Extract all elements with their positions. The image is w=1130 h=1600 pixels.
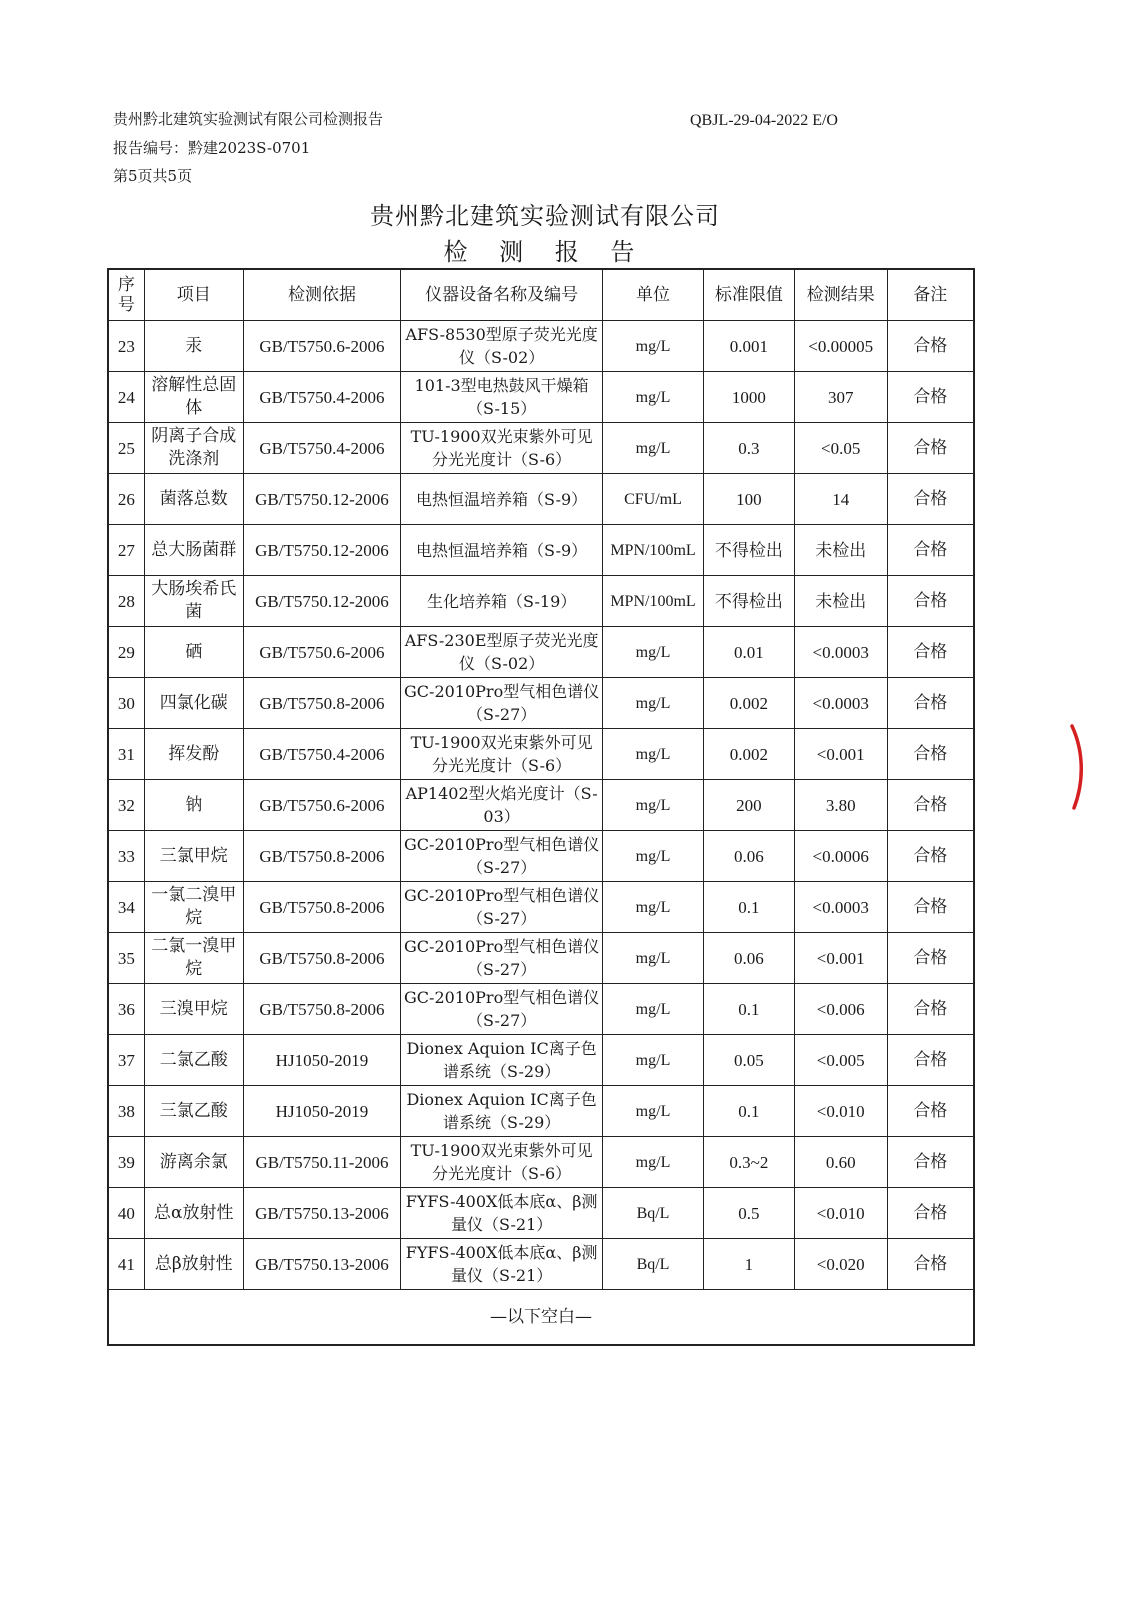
cell-remark: 合格 (887, 525, 974, 576)
table-row (108, 1137, 974, 1188)
table-row (108, 1188, 974, 1239)
cell-remark: 合格 (887, 984, 974, 1035)
cell-item: 二氯一溴甲烷 (144, 933, 243, 984)
cell-limit: 0.3 (703, 423, 794, 474)
cell-item: 汞 (144, 321, 243, 372)
column-header-limit: 标准限值 (703, 269, 794, 321)
cell-seq: 34 (108, 882, 144, 933)
cell-seq: 26 (108, 474, 144, 525)
table-row (108, 882, 974, 933)
cell-standard: GB/T5750.4-2006 (243, 372, 400, 423)
cell-standard: GB/T5750.12-2006 (243, 525, 400, 576)
cell-instrument: AFS-8530型原子荧光光度仪（S-02） (401, 321, 603, 372)
cell-seq: 24 (108, 372, 144, 423)
cell-remark: 合格 (887, 1188, 974, 1239)
table-row (108, 729, 974, 780)
cell-instrument: GC-2010Pro型气相色谱仪（S-27） (401, 882, 603, 933)
cell-limit: 不得检出 (703, 525, 794, 576)
cell-seq: 29 (108, 627, 144, 678)
cell-unit: mg/L (603, 1137, 704, 1188)
cell-limit: 0.05 (703, 1035, 794, 1086)
form-code: QBJL-29-04-2022 E/O (690, 112, 838, 129)
cell-remark: 合格 (887, 882, 974, 933)
cell-seq: 32 (108, 780, 144, 831)
cell-standard: GB/T5750.8-2006 (243, 831, 400, 882)
cell-item: 三溴甲烷 (144, 984, 243, 1035)
cell-seq: 25 (108, 423, 144, 474)
cell-limit: 0.002 (703, 729, 794, 780)
table-row (108, 474, 974, 525)
cell-remark: 合格 (887, 780, 974, 831)
table-row (108, 1239, 974, 1290)
cell-remark: 合格 (887, 1035, 974, 1086)
table-row (108, 1086, 974, 1137)
page-info: 第5页共5页 (113, 167, 193, 185)
cell-result: <0.05 (794, 423, 887, 474)
column-header-result: 检测结果 (794, 269, 887, 321)
cell-item: 溶解性总固体 (144, 372, 243, 423)
cell-remark: 合格 (887, 729, 974, 780)
cell-instrument: 电热恒温培养箱（S-9） (401, 525, 603, 576)
cell-item: 硒 (144, 627, 243, 678)
cell-item: 总大肠菌群 (144, 525, 243, 576)
table-row (108, 627, 974, 678)
cell-seq: 39 (108, 1137, 144, 1188)
cell-limit: 100 (703, 474, 794, 525)
cell-remark: 合格 (887, 321, 974, 372)
cell-limit: 0.001 (703, 321, 794, 372)
cell-standard: GB/T5750.4-2006 (243, 423, 400, 474)
cell-unit: CFU/mL (603, 474, 704, 525)
cell-item: 一氯二溴甲烷 (144, 882, 243, 933)
cell-instrument: GC-2010Pro型气相色谱仪（S-27） (401, 933, 603, 984)
column-header-item: 项目 (144, 269, 243, 321)
column-header-instrument: 仪器设备名称及编号 (401, 269, 603, 321)
column-header-remark: 备注 (887, 269, 974, 321)
cell-instrument: TU-1900双光束紫外可见分光光度计（S-6） (401, 423, 603, 474)
cell-instrument: AFS-230E型原子荧光光度仪（S-02） (401, 627, 603, 678)
cell-instrument: GC-2010Pro型气相色谱仪（S-27） (401, 831, 603, 882)
cell-remark: 合格 (887, 474, 974, 525)
table-row (108, 984, 974, 1035)
cell-instrument: FYFS-400X低本底α、β测量仪（S-21） (401, 1239, 603, 1290)
table-row (108, 933, 974, 984)
cell-unit: mg/L (603, 882, 704, 933)
cell-result: 3.80 (794, 780, 887, 831)
cell-unit: mg/L (603, 372, 704, 423)
cell-seq: 38 (108, 1086, 144, 1137)
cell-unit: mg/L (603, 1035, 704, 1086)
cell-seq: 30 (108, 678, 144, 729)
table-row (108, 678, 974, 729)
cell-item: 挥发酚 (144, 729, 243, 780)
cell-item: 总α放射性 (144, 1188, 243, 1239)
table-row (108, 1035, 974, 1086)
cell-unit: Bq/L (603, 1239, 704, 1290)
cell-result: 0.60 (794, 1137, 887, 1188)
cell-item: 三氯乙酸 (144, 1086, 243, 1137)
cell-limit: 1000 (703, 372, 794, 423)
report-title: 检 测 报 告 (443, 238, 647, 266)
cell-standard: GB/T5750.13-2006 (243, 1188, 400, 1239)
cell-unit: mg/L (603, 780, 704, 831)
table-row (108, 423, 974, 474)
cell-seq: 36 (108, 984, 144, 1035)
red-pen-mark (1068, 722, 1090, 812)
cell-instrument: GC-2010Pro型气相色谱仪（S-27） (401, 678, 603, 729)
cell-result: 未检出 (794, 525, 887, 576)
column-header-unit: 单位 (603, 269, 704, 321)
cell-item: 三氯甲烷 (144, 831, 243, 882)
cell-result: 307 (794, 372, 887, 423)
cell-result: <0.010 (794, 1086, 887, 1137)
cell-result: 14 (794, 474, 887, 525)
cell-unit: Bq/L (603, 1188, 704, 1239)
cell-limit: 0.06 (703, 933, 794, 984)
cell-seq: 41 (108, 1239, 144, 1290)
cell-result: <0.0003 (794, 627, 887, 678)
cell-limit: 0.5 (703, 1188, 794, 1239)
cell-limit: 0.002 (703, 678, 794, 729)
cell-standard: GB/T5750.4-2006 (243, 729, 400, 780)
report-number: 报告编号：黔建2023S-0701 (113, 139, 311, 157)
cell-item: 总β放射性 (144, 1239, 243, 1290)
cell-unit: mg/L (603, 984, 704, 1035)
cell-remark: 合格 (887, 1239, 974, 1290)
blank-below-note: —以下空白— (108, 1290, 974, 1346)
cell-unit: mg/L (603, 729, 704, 780)
cell-seq: 27 (108, 525, 144, 576)
cell-standard: GB/T5750.6-2006 (243, 321, 400, 372)
cell-seq: 37 (108, 1035, 144, 1086)
cell-limit: 0.06 (703, 831, 794, 882)
cell-seq: 33 (108, 831, 144, 882)
cell-remark: 合格 (887, 831, 974, 882)
cell-item: 大肠埃希氏菌 (144, 576, 243, 627)
cell-result: <0.001 (794, 729, 887, 780)
cell-instrument: TU-1900双光束紫外可见分光光度计（S-6） (401, 729, 603, 780)
cell-unit: mg/L (603, 627, 704, 678)
table-row (108, 831, 974, 882)
cell-item: 菌落总数 (144, 474, 243, 525)
table-footer-row (108, 1290, 974, 1346)
cell-standard: GB/T5750.8-2006 (243, 882, 400, 933)
cell-standard: GB/T5750.6-2006 (243, 627, 400, 678)
table-row (108, 525, 974, 576)
cell-remark: 合格 (887, 933, 974, 984)
cell-instrument: Dionex Aquion IC离子色谱系统（S-29） (401, 1035, 603, 1086)
cell-standard: GB/T5750.8-2006 (243, 933, 400, 984)
cell-unit: mg/L (603, 933, 704, 984)
cell-result: <0.010 (794, 1188, 887, 1239)
cell-item: 钠 (144, 780, 243, 831)
cell-remark: 合格 (887, 627, 974, 678)
cell-standard: GB/T5750.12-2006 (243, 474, 400, 525)
cell-result: <0.00005 (794, 321, 887, 372)
cell-unit: MPN/100mL (603, 525, 704, 576)
column-header-standard: 检测依据 (243, 269, 400, 321)
cell-remark: 合格 (887, 1137, 974, 1188)
cell-item: 二氯乙酸 (144, 1035, 243, 1086)
cell-instrument: GC-2010Pro型气相色谱仪（S-27） (401, 984, 603, 1035)
cell-remark: 合格 (887, 372, 974, 423)
cell-limit: 0.3~2 (703, 1137, 794, 1188)
cell-remark: 合格 (887, 678, 974, 729)
cell-remark: 合格 (887, 423, 974, 474)
cell-limit: 0.01 (703, 627, 794, 678)
table-row (108, 780, 974, 831)
cell-instrument: 生化培养箱（S-19） (401, 576, 603, 627)
cell-result: <0.0003 (794, 882, 887, 933)
cell-seq: 35 (108, 933, 144, 984)
cell-unit: mg/L (603, 423, 704, 474)
cell-standard: HJ1050-2019 (243, 1035, 400, 1086)
cell-result: <0.001 (794, 933, 887, 984)
cell-seq: 31 (108, 729, 144, 780)
cell-instrument: FYFS-400X低本底α、β测量仪（S-21） (401, 1188, 603, 1239)
results-table (107, 268, 975, 1346)
cell-item: 阴离子合成洗涤剂 (144, 423, 243, 474)
cell-standard: GB/T5750.8-2006 (243, 984, 400, 1035)
cell-standard: HJ1050-2019 (243, 1086, 400, 1137)
cell-standard: GB/T5750.8-2006 (243, 678, 400, 729)
cell-result: <0.0006 (794, 831, 887, 882)
table-row (108, 576, 974, 627)
cell-unit: mg/L (603, 321, 704, 372)
cell-standard: GB/T5750.11-2006 (243, 1137, 400, 1188)
cell-result: <0.006 (794, 984, 887, 1035)
cell-limit: 不得检出 (703, 576, 794, 627)
cell-limit: 1 (703, 1239, 794, 1290)
cell-result: <0.0003 (794, 678, 887, 729)
cell-remark: 合格 (887, 576, 974, 627)
cell-unit: MPN/100mL (603, 576, 704, 627)
cell-standard: GB/T5750.12-2006 (243, 576, 400, 627)
cell-result: <0.020 (794, 1239, 887, 1290)
cell-item: 四氯化碳 (144, 678, 243, 729)
cell-instrument: 电热恒温培养箱（S-9） (401, 474, 603, 525)
cell-seq: 28 (108, 576, 144, 627)
cell-unit: mg/L (603, 831, 704, 882)
cell-result: 未检出 (794, 576, 887, 627)
table-row (108, 321, 974, 372)
cell-unit: mg/L (603, 1086, 704, 1137)
cell-result: <0.005 (794, 1035, 887, 1086)
cell-unit: mg/L (603, 678, 704, 729)
report-header-company: 贵州黔北建筑实验测试有限公司检测报告 (113, 110, 384, 128)
table-row (108, 372, 974, 423)
cell-seq: 40 (108, 1188, 144, 1239)
cell-remark: 合格 (887, 1086, 974, 1137)
cell-instrument: TU-1900双光束紫外可见分光光度计（S-6） (401, 1137, 603, 1188)
cell-seq: 23 (108, 321, 144, 372)
column-header-seq: 序号 (108, 269, 144, 321)
cell-instrument: 101-3型电热鼓风干燥箱（S-15） (401, 372, 603, 423)
cell-standard: GB/T5750.6-2006 (243, 780, 400, 831)
cell-item: 游离余氯 (144, 1137, 243, 1188)
cell-standard: GB/T5750.13-2006 (243, 1239, 400, 1290)
company-title: 贵州黔北建筑实验测试有限公司 (370, 202, 720, 230)
cell-limit: 200 (703, 780, 794, 831)
cell-limit: 0.1 (703, 882, 794, 933)
cell-limit: 0.1 (703, 984, 794, 1035)
cell-instrument: Dionex Aquion IC离子色谱系统（S-29） (401, 1086, 603, 1137)
table-header-row (108, 269, 974, 321)
cell-limit: 0.1 (703, 1086, 794, 1137)
cell-instrument: AP1402型火焰光度计（S-03） (401, 780, 603, 831)
